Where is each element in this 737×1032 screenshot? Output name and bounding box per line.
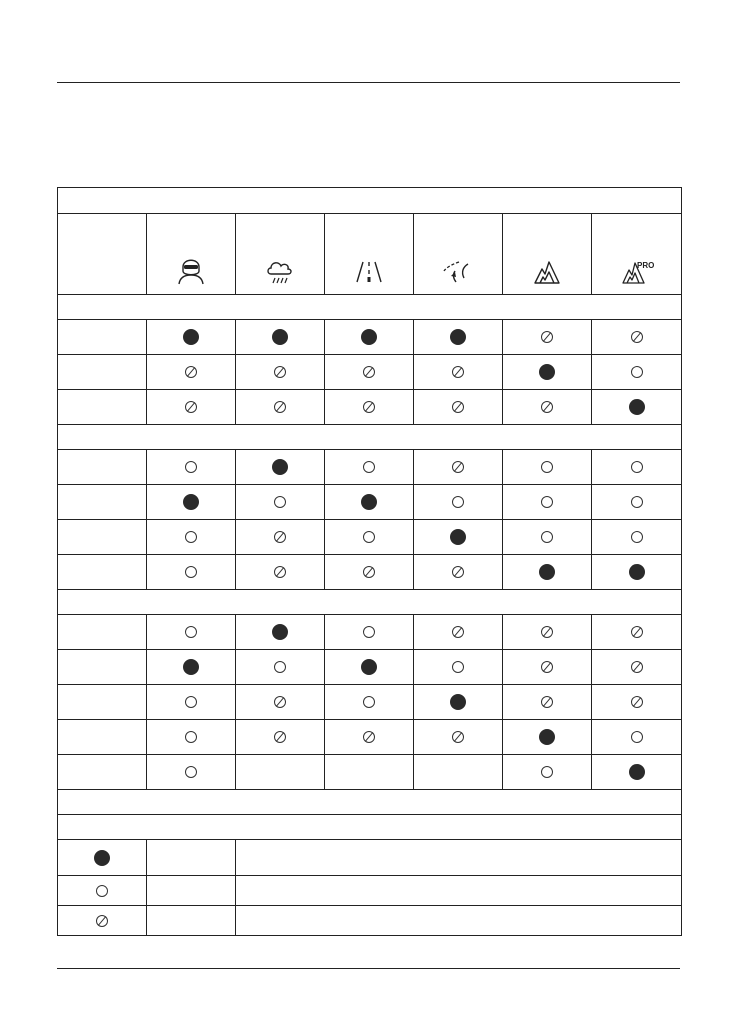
available-filled-circle-icon [629, 764, 645, 780]
mode-cell [236, 555, 325, 590]
available-filled-circle-icon [183, 494, 199, 510]
row-label [58, 650, 147, 685]
mode-cell [325, 555, 414, 590]
table-title [58, 188, 682, 214]
section-header [58, 295, 682, 320]
not-available-slashed-circle-icon [452, 401, 464, 413]
header-corner [58, 214, 147, 295]
optional-empty-circle-icon [541, 531, 553, 543]
mode-cell [592, 720, 682, 755]
table-row [58, 485, 682, 520]
mode-cell [325, 650, 414, 685]
legend-symbol-cell [58, 876, 147, 906]
mode-cell [503, 485, 592, 520]
table-row [58, 615, 682, 650]
mode-cell [236, 320, 325, 355]
not-available-slashed-circle-icon [96, 915, 108, 927]
table-row [58, 390, 682, 425]
mode-cell [325, 450, 414, 485]
mode-cell [147, 650, 236, 685]
mode-cell [236, 485, 325, 520]
mode-cell [592, 355, 682, 390]
mode-cell [503, 555, 592, 590]
not-available-slashed-circle-icon [274, 366, 286, 378]
legend-row [58, 906, 682, 936]
row-label [58, 450, 147, 485]
optional-empty-circle-icon [274, 496, 286, 508]
mode-cell [414, 450, 503, 485]
not-available-slashed-circle-icon [541, 696, 553, 708]
available-filled-circle-icon [450, 694, 466, 710]
rider-helmet-icon [176, 251, 206, 285]
table-row [58, 650, 682, 685]
mode-cell [414, 320, 503, 355]
pro-badge: PRO [636, 261, 654, 270]
table-row [58, 555, 682, 590]
legend-symbol-cell [58, 840, 147, 876]
mode-cell [147, 355, 236, 390]
optional-empty-circle-icon [185, 566, 197, 578]
not-available-slashed-circle-icon [631, 331, 643, 343]
row-label [58, 485, 147, 520]
row-label [58, 555, 147, 590]
road-icon [354, 259, 384, 285]
mode-cell [592, 755, 682, 790]
mode-cell [236, 390, 325, 425]
mode-cell [503, 320, 592, 355]
available-filled-circle-icon [361, 494, 377, 510]
optional-empty-circle-icon [185, 626, 197, 638]
not-available-slashed-circle-icon [274, 531, 286, 543]
optional-empty-circle-icon [185, 766, 197, 778]
mode-cell [325, 390, 414, 425]
mode-col-2 [236, 214, 325, 295]
table-row [58, 355, 682, 390]
mode-cell [236, 615, 325, 650]
mode-cell [325, 520, 414, 555]
mode-cell [592, 485, 682, 520]
optional-empty-circle-icon [274, 661, 286, 673]
not-available-slashed-circle-icon [185, 401, 197, 413]
optional-empty-circle-icon [541, 496, 553, 508]
row-label [58, 720, 147, 755]
not-available-slashed-circle-icon [452, 366, 464, 378]
mode-cell [414, 685, 503, 720]
mode-col-6 [592, 214, 682, 295]
mountain-icon [532, 257, 562, 285]
mode-col-1 [147, 214, 236, 295]
optional-empty-circle-icon [541, 766, 553, 778]
row-label [58, 615, 147, 650]
not-available-slashed-circle-icon [363, 366, 375, 378]
available-filled-circle-icon [361, 659, 377, 675]
mode-cell [503, 615, 592, 650]
legend-row [58, 876, 682, 906]
optional-empty-circle-icon [452, 496, 464, 508]
not-available-slashed-circle-icon [363, 401, 375, 413]
optional-empty-circle-icon [363, 531, 375, 543]
optional-empty-circle-icon [185, 531, 197, 543]
optional-empty-circle-icon [185, 696, 197, 708]
mode-cell [147, 720, 236, 755]
legend-symbol-cell [58, 906, 147, 936]
row-label [58, 520, 147, 555]
top-rule [57, 82, 680, 83]
available-filled-circle-icon [629, 564, 645, 580]
mode-cell [325, 320, 414, 355]
optional-empty-circle-icon [631, 366, 643, 378]
table-row [58, 450, 682, 485]
mode-cell [592, 320, 682, 355]
not-available-slashed-circle-icon [274, 401, 286, 413]
not-available-slashed-circle-icon [452, 626, 464, 638]
optional-empty-circle-icon [185, 461, 197, 473]
mode-cell [147, 390, 236, 425]
optional-empty-circle-icon [631, 531, 643, 543]
mode-cell [592, 615, 682, 650]
mode-cell [147, 755, 236, 790]
table-row [58, 685, 682, 720]
available-filled-circle-icon [539, 564, 555, 580]
not-available-slashed-circle-icon [541, 331, 553, 343]
mode-cell [147, 450, 236, 485]
mode-cell [414, 555, 503, 590]
mode-cell [147, 615, 236, 650]
table-row [58, 755, 682, 790]
not-available-slashed-circle-icon [274, 696, 286, 708]
optional-empty-circle-icon [452, 661, 464, 673]
mode-cell [414, 755, 503, 790]
legend-header [58, 815, 682, 840]
mode-cell [414, 485, 503, 520]
optional-empty-circle-icon [631, 731, 643, 743]
table-row [58, 720, 682, 755]
mode-cell [414, 390, 503, 425]
mode-cell [503, 450, 592, 485]
mode-col-4 [414, 214, 503, 295]
not-available-slashed-circle-icon [363, 566, 375, 578]
table-row [58, 520, 682, 555]
available-filled-circle-icon [272, 459, 288, 475]
rain-cloud-icon [265, 257, 295, 285]
optional-empty-circle-icon [631, 461, 643, 473]
mode-cell [236, 720, 325, 755]
row-label [58, 355, 147, 390]
available-filled-circle-icon [361, 329, 377, 345]
mode-cell [503, 720, 592, 755]
available-filled-circle-icon [539, 364, 555, 380]
row-label [58, 755, 147, 790]
mode-cell [147, 520, 236, 555]
mode-cell [503, 355, 592, 390]
mode-cell [236, 755, 325, 790]
not-available-slashed-circle-icon [363, 731, 375, 743]
not-available-slashed-circle-icon [452, 566, 464, 578]
riding-modes-table [57, 187, 682, 936]
mode-cell [503, 755, 592, 790]
mode-cell [325, 615, 414, 650]
not-available-slashed-circle-icon [185, 366, 197, 378]
mode-col-3 [325, 214, 414, 295]
not-available-slashed-circle-icon [541, 401, 553, 413]
not-available-slashed-circle-icon [631, 696, 643, 708]
mode-cell [236, 450, 325, 485]
mode-cell [325, 685, 414, 720]
mode-cell [414, 615, 503, 650]
mode-cell [592, 650, 682, 685]
not-available-slashed-circle-icon [541, 661, 553, 673]
not-available-slashed-circle-icon [631, 661, 643, 673]
mode-cell [592, 390, 682, 425]
bottom-rule [57, 968, 680, 969]
row-label [58, 320, 147, 355]
available-filled-circle-icon [272, 624, 288, 640]
section-header [58, 590, 682, 615]
available-filled-circle-icon [450, 329, 466, 345]
available-filled-circle-icon [539, 729, 555, 745]
not-available-slashed-circle-icon [541, 626, 553, 638]
mode-cell [147, 555, 236, 590]
curve-road-icon [442, 259, 474, 285]
mode-cell [147, 485, 236, 520]
mode-col-5 [503, 214, 592, 295]
mode-cell [325, 755, 414, 790]
section-header [58, 425, 682, 450]
mode-cell [236, 685, 325, 720]
mode-cell [503, 390, 592, 425]
mode-cell [592, 520, 682, 555]
row-label [58, 685, 147, 720]
mode-cell [503, 650, 592, 685]
not-available-slashed-circle-icon [274, 731, 286, 743]
row-label [58, 390, 147, 425]
mode-cell [325, 720, 414, 755]
mode-cell [236, 520, 325, 555]
available-filled-circle-icon [450, 529, 466, 545]
mode-cell [147, 685, 236, 720]
mode-cell [414, 720, 503, 755]
optional-empty-circle-icon [185, 731, 197, 743]
mode-cell [592, 555, 682, 590]
available-filled-circle-icon [629, 399, 645, 415]
not-available-slashed-circle-icon [274, 566, 286, 578]
table-row [58, 320, 682, 355]
mode-cell [236, 355, 325, 390]
mode-cell [503, 520, 592, 555]
mode-cell [147, 320, 236, 355]
not-available-slashed-circle-icon [452, 731, 464, 743]
optional-empty-circle-icon [363, 696, 375, 708]
mountain-pro-icon [620, 255, 654, 285]
mode-cell [414, 355, 503, 390]
optional-empty-circle-icon [541, 461, 553, 473]
available-filled-circle-icon [272, 329, 288, 345]
mode-cell [325, 485, 414, 520]
legend-row [58, 840, 682, 876]
not-available-slashed-circle-icon [452, 461, 464, 473]
not-available-slashed-circle-icon [631, 626, 643, 638]
optional-empty-circle-icon [96, 885, 108, 897]
section-header [58, 790, 682, 815]
available-filled-circle-icon [94, 850, 110, 866]
available-filled-circle-icon [183, 659, 199, 675]
optional-empty-circle-icon [363, 626, 375, 638]
optional-empty-circle-icon [363, 461, 375, 473]
mode-cell [592, 685, 682, 720]
mode-cell [414, 520, 503, 555]
optional-empty-circle-icon [631, 496, 643, 508]
mode-cell [236, 650, 325, 685]
mode-cell [503, 685, 592, 720]
mode-cell [414, 650, 503, 685]
mode-cell [592, 450, 682, 485]
available-filled-circle-icon [183, 329, 199, 345]
mode-cell [325, 355, 414, 390]
